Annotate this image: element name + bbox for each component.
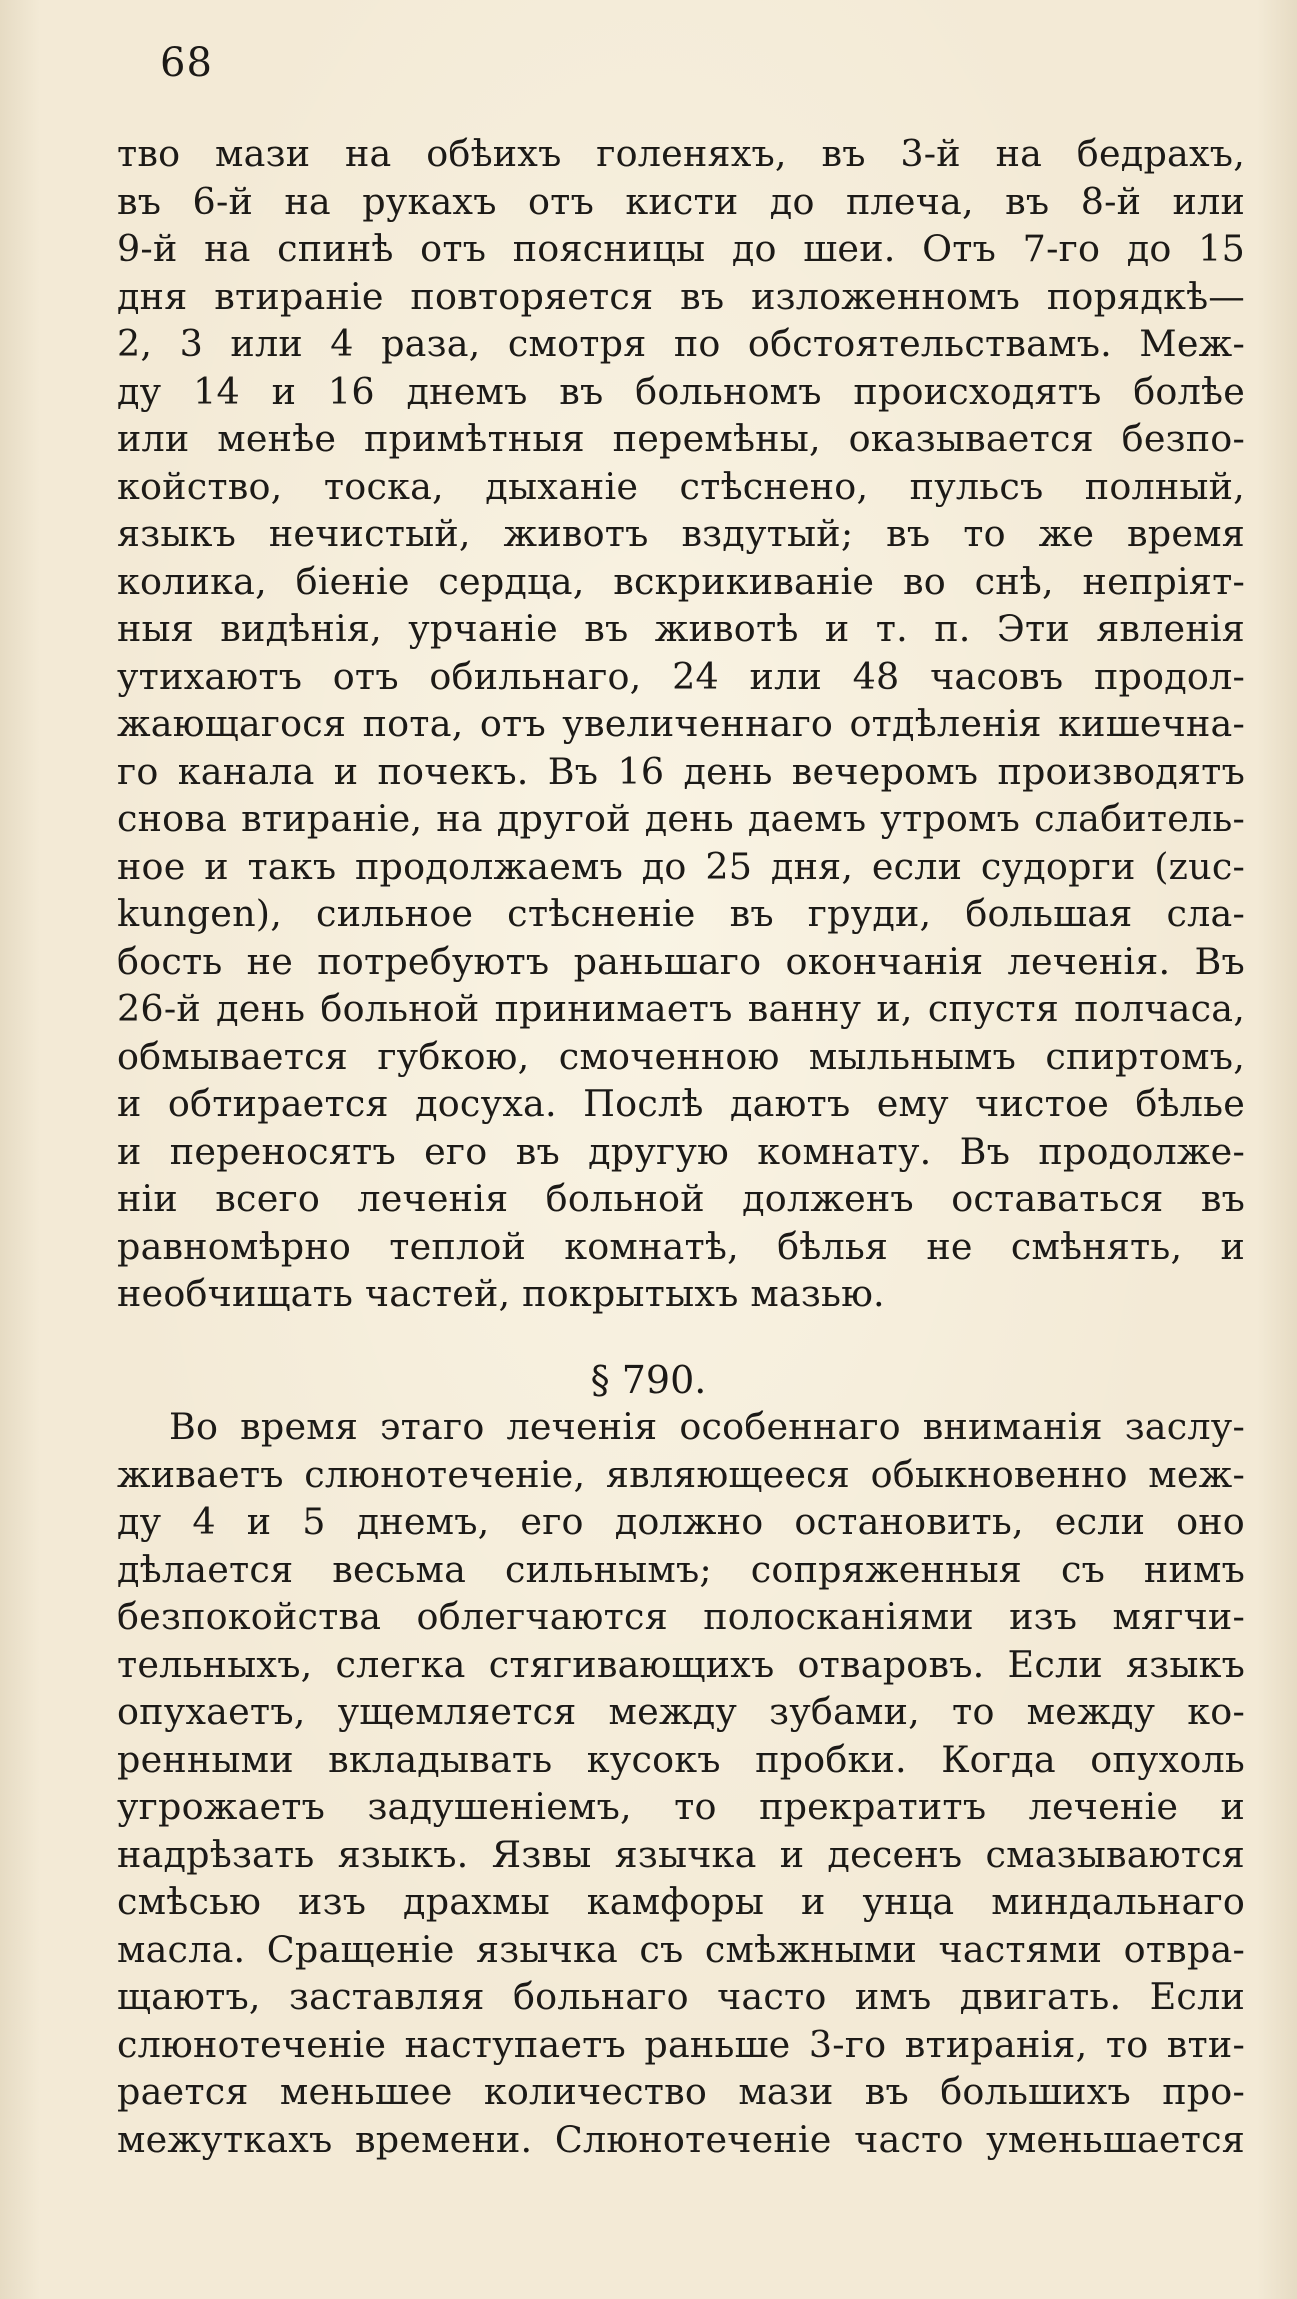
text-line: ду 4 и 5 днемъ, его должно остановить, если оно [117, 1500, 1245, 1543]
text-line: колика, біеніе сердца, вскрикиваніе во снѣ, непріят- [117, 559, 1245, 603]
text-line: масла. Сращеніе язычка съ смѣжными частями отвра- [117, 1927, 1245, 1971]
text-line: необчищать частей, покрытыхъ мазью. [117, 1272, 885, 1315]
text-line: въ 6-й на рукахъ отъ кисти до плеча, въ 8-й или [117, 179, 1245, 223]
text-line: 26-й день больной принимаетъ ванну и, спустя полчаса, [117, 987, 1245, 1030]
text-line: слюнотеченіе наступаетъ раньше 3-го втиранія, то вти- [117, 2022, 1245, 2066]
text-line: или менѣе примѣтныя перемѣны, оказывается безпо- [117, 417, 1245, 460]
text-line: щаютъ, заставляя больнаго часто имъ двигать. Если [117, 1975, 1245, 2018]
text-line: ренными вкладывать кусокъ пробки. Когда опухоль [117, 1737, 1245, 1781]
text-line: дѣлается весьма сильнымъ; сопряженныя съ нимъ [117, 1547, 1245, 1591]
page-number: 68 [160, 40, 213, 86]
text-line: дня втираніе повторяется въ изложенномъ порядкѣ— [117, 274, 1245, 318]
paragraph-2 [117, 1403, 1245, 2163]
text-line: ное и такъ продолжаемъ до 25 дня, если судорги (zuc- [117, 844, 1245, 888]
text-line: kungen), сильное стѣсненіе въ груди, большая сла- [117, 892, 1245, 935]
text-line: обмывается губкою, смоченною мыльнымъ спиртомъ, [117, 1034, 1245, 1078]
text-line: живаетъ слюнотеченіе, являющееся обыкновенно меж- [117, 1452, 1245, 1496]
text-line: ду 14 и 16 днемъ въ больномъ происходятъ болѣе [117, 369, 1245, 413]
text-line: равномѣрно теплой комнатѣ, бѣлья не смѣнять, и [117, 1224, 1245, 1268]
text-line: 9-й на спинѣ отъ поясницы до шеи. Отъ 7-го до 15 [117, 227, 1245, 270]
text-line: надрѣзать языкъ. Язвы язычка и десенъ смазываются [117, 1832, 1245, 1876]
text-line: ніи всего леченія больной долженъ оставаться въ [117, 1177, 1245, 1220]
text-line: рается меньшее количество мази въ большихъ про- [117, 2070, 1245, 2113]
text-line: смѣсью изъ драхмы камфоры и унца миндальнаго [117, 1880, 1245, 1923]
text-line: угрожаетъ задушеніемъ, то прекратитъ леченіе и [117, 1785, 1245, 1828]
paragraph-1 [117, 130, 1245, 1318]
text-line: опухаетъ, ущемляется между зубами, то между ко- [117, 1690, 1245, 1733]
text-line: снова втираніе, на другой день даемъ утромъ слабитель- [117, 797, 1245, 840]
text-line: межуткахъ времени. Слюнотеченіе часто уменьшается [117, 2117, 1245, 2161]
text-line: безпокойства облегчаются полосканіями изъ мягчи- [117, 1595, 1245, 1638]
text-line: тво мази на обѣихъ голеняхъ, въ 3-й на бедрахъ, [117, 132, 1245, 175]
text-line: тельныхъ, слегка стягивающихъ отваровъ. Если языкъ [117, 1642, 1245, 1686]
text-line: Во время этаго леченія особеннаго вниманія заслу- [169, 1405, 1245, 1448]
text-line: и обтирается досуха. Послѣ даютъ ему чистое бѣлье [117, 1082, 1245, 1125]
text-line: 2, 3 или 4 раза, смотря по обстоятельствамъ. Меж- [117, 322, 1245, 365]
text-line: языкъ нечистый, животъ вздутый; въ то же время [117, 512, 1245, 555]
text-line: жающагося пота, отъ увеличеннаго отдѣленія кишечна- [117, 702, 1245, 745]
text-line: ныя видѣнія, урчаніе въ животѣ и т. п. Эти явленія [117, 607, 1245, 650]
text-line: койство, тоска, дыханіе стѣснено, пульсъ полный, [117, 464, 1245, 508]
text-line: бость не потребуютъ раньшаго окончанія леченія. Въ [117, 939, 1245, 983]
text-line: и переносятъ его въ другую комнату. Въ продолже- [117, 1129, 1245, 1173]
text-line: утихаютъ отъ обильнаго, 24 или 48 часовъ продол- [117, 654, 1245, 698]
section-heading: § 790. [590, 1358, 707, 1402]
text-line: го канала и почекъ. Въ 16 день вечеромъ производятъ [117, 749, 1245, 793]
